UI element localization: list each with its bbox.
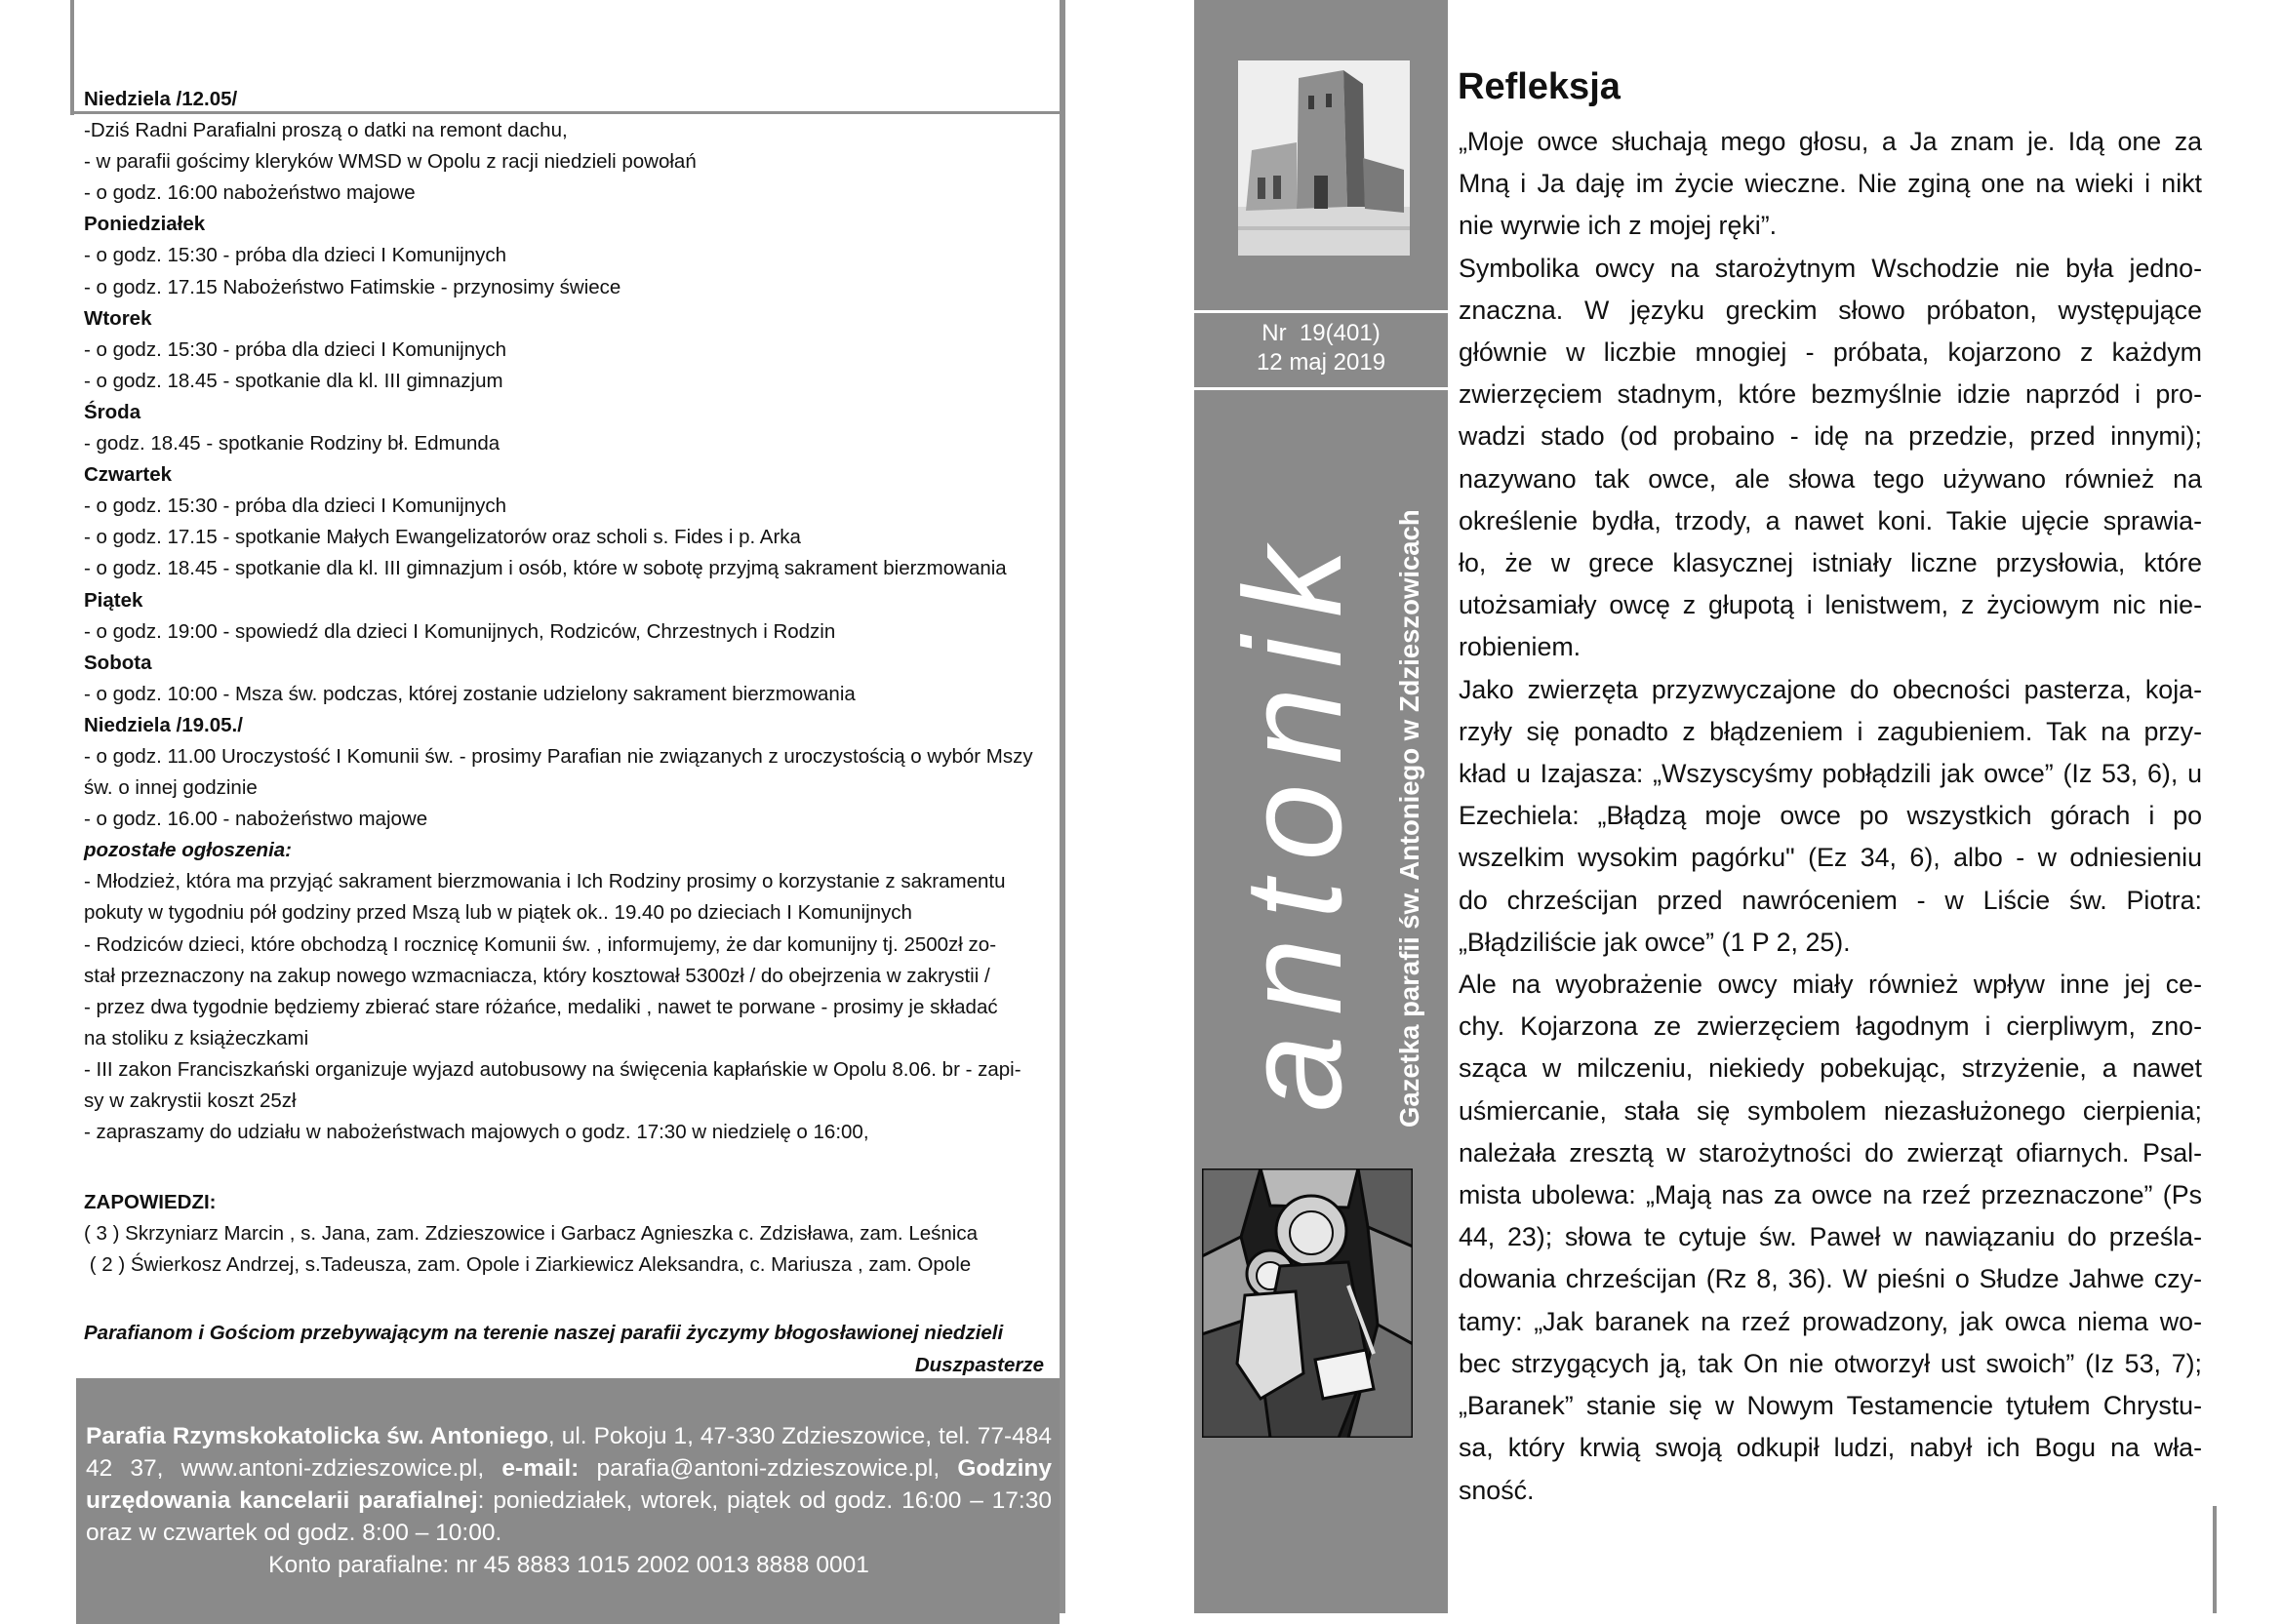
day-heading: Niedziela /12.05/ (84, 88, 238, 110)
parish-contact-box (76, 1378, 1060, 1624)
reflection-line: do chrześcijan przed nawróceniem - w Liście św. Piotra: (1459, 885, 2202, 915)
announcement-line: - przez dwa tygodnie będziemy zbierać stare różańce, medaliki , nawet te porwane - prosimy je składać (84, 995, 998, 1018)
announcement-line: - o godz. 15:30 - próba dla dzieci I Komunijnych (84, 495, 507, 518)
reflection-line: ło, że w grece klasycznej istniały liczne przysłowia, które (1459, 548, 2202, 578)
office-hours: : poniedziałek, wtorek, piątek od godz. 16:00 – 17:30 oraz w czwartek od godz. 8:00 – 10:00. (86, 1487, 1052, 1546)
reflection-line: określenie bydła, trzody, a nawet koni. Takie ujęcie sprawia- (1459, 505, 2202, 535)
spacer (84, 1281, 1050, 1318)
reflection-line: wszelkim wysokim pagórku" (Ez 34, 6), albo - w odniesieniu (1459, 843, 2202, 873)
issue-info (1194, 310, 1448, 390)
issue-date: 12 maj 2019 (1256, 349, 1386, 376)
banns-item: ( 3 ) Skrzyniarz Marcin , s. Jana, zam. Zdzieszowice i Garbacz Agnieszka c. Zdzisława, zam. Leśnica (84, 1222, 978, 1246)
announcement-line: św. o innej godzinie (84, 776, 258, 800)
reflection-line: Mną i Ja daję im życie wieczne. Nie zginą one na wieki i nikt (1459, 169, 2202, 199)
left-margin-rule (70, 0, 74, 115)
reflection-line: „Błądziliście jak owce” (1 P 2, 25). (1459, 927, 1851, 957)
reflection-line: Jako zwierzęta przyzwyczajone do obecności pasterza, koja- (1459, 674, 2202, 704)
day-heading: Piątek (84, 588, 143, 612)
announcement-line: - zapraszamy do udziału w nabożeństwach majowych o godz. 17:30 w niedzielę o 16:00, (84, 1121, 869, 1144)
announcement-line: - godz. 18.45 - spotkanie Rodziny bł. Edmunda (84, 432, 500, 456)
day-heading: Środa (84, 400, 141, 423)
announcement-line: - o godz. 16.00 - nabożeństwo majowe (84, 808, 428, 831)
announcement-line: - III zakon Franciszkański organizuje wyjazd autobusowy na święcenia kapłańskie w Opolu 8.06. br - zapi- (84, 1057, 1021, 1081)
masthead-title (1194, 458, 1448, 1131)
day-heading: Poniedziałek (84, 213, 206, 236)
email-label: e-mail: (501, 1455, 580, 1482)
reflection-line: uśmiercanie, stała się symbolem niezasłużonego cierpienia; (1459, 1095, 2202, 1126)
page-fold-rule (1060, 0, 1065, 1613)
day-heading: Czwartek (84, 463, 173, 487)
parish-name: Parafia Rzymskokatolicka św. Antoniego (86, 1423, 548, 1449)
reflection-line: utożsamiały owcę z głupotą i lenistwem, z życiowym nic nie- (1459, 590, 2202, 620)
announcement-line: - o godz. 18.45 - spotkanie dla kl. III gimnazjum (84, 369, 503, 392)
reflection-line: Ezechiela: „Błądzą moje owce po wszystkich górach i po (1459, 801, 2202, 831)
announcement-line: na stoliku z książeczkami (84, 1026, 309, 1050)
reflection-line: zwierzęciem stadnym, które bezmyślnie idzie naprzód i pro- (1459, 379, 2202, 410)
announcement-line: - o godz. 17.15 - spotkanie Małych Ewangelizatorów oraz scholi s. Fides i p. Arka (84, 526, 801, 549)
reflection-title: Refleksja (1458, 66, 1621, 107)
announcement-line: - Młodzież, która ma przyjąć sakrament bierzmowania i Ich Rodziny prosimy o korzystanie z sakramentu (84, 870, 1006, 893)
announcement-line: - Rodziców dzieci, które obchodzą I rocznicę Komunii św. , informujemy, że dar komunijny tj. 2500zł zo- (84, 932, 997, 956)
reflection-line: rzyły się ponadto z błądzeniem i zagubieniem. Tak na przy- (1459, 716, 2202, 746)
zapowiedzi-heading: ZAPOWIEDZI: (84, 1191, 217, 1214)
parish-announcements (84, 84, 1050, 1381)
reflection-line: chy. Kojarzona ze zwierzęciem łagodnym i cierpliwym, zno- (1459, 1011, 2202, 1042)
announcement-line: - w parafii gościmy kleryków WMSD w Opolu z racji niedzieli powołań (84, 150, 697, 174)
greeting-text: Parafianom i Gościom przebywającym na terenie naszej parafii życzymy błogosławionej niedzieli (84, 1322, 1004, 1345)
announcement-line: - o godz. 15:30 - próba dla dzieci I Komunijnych (84, 244, 507, 267)
stained-glass-image (1202, 1168, 1413, 1438)
reflection-line: kład u Izajasza: „Wszyscyśmy pobłądzili jak owce” (Iz 53, 6), u (1459, 759, 2202, 789)
reflection-line: nie wyrwie ich z mojej ręki”. (1459, 211, 1778, 241)
reflection-line: mista ubolewa: „Mają nas za owce na rzeź przeznaczone” (Ps (1459, 1180, 2202, 1210)
reflection-line: sność. (1459, 1475, 1535, 1505)
announcement-line: - o godz. 11.00 Uroczystość I Komunii św. - prosimy Parafian nie związanych z uroczystością o wybór Mszy (84, 744, 1033, 768)
announcement-line: -Dziś Radni Parafialni proszą o datki na remont dachu, (84, 119, 568, 142)
bank-account: Konto parafialne: nr 45 8883 1015 2002 0013 8888 0001 (268, 1552, 869, 1578)
reflection-line: dowania chrześcijan (Rz 8, 36). W pieśni o Słudze Jahwe czy- (1459, 1264, 2202, 1294)
announcement-line: - o godz. 16:00 nabożeństwo majowe (84, 181, 416, 205)
spacer (84, 1148, 1050, 1187)
reflection-line: robieniem. (1459, 632, 1581, 662)
reflection-line: bec strzygących ją, tak On nie otworzył ust swoich” (Iz 53, 7); (1459, 1348, 2202, 1378)
banns-item: ( 2 ) Świerkosz Andrzej, s.Tadeusza, zam. Opole i Ziarkiewicz Aleksandra, c. Mariusza , zam. Opole (84, 1253, 972, 1277)
reflection-line: Symbolika owcy na starożytnym Wschodzie nie była jedno- (1459, 253, 2202, 283)
announcement-line: stał przeznaczony na zakup nowego wzmacniacza, który kosztował 5300zł / do obejrzenia w zakrystii / (84, 964, 990, 987)
reflection-line: Ale na wyobrażenie owcy miały również wpływ inne jej ce- (1459, 970, 2202, 1000)
announcement-list (84, 84, 1050, 1148)
announcement-line: - o godz. 18.45 - spotkanie dla kl. III gimnazjum i osób, które w sobotę przyjmą sakrament bierzmowania (84, 557, 1007, 580)
announcement-line: - o godz. 17.15 Nabożeństwo Fatimskie - przynosimy świece (84, 275, 621, 298)
church-photo (1238, 60, 1410, 256)
announcement-line: - o godz. 15:30 - próba dla dzieci I Komunijnych (84, 337, 507, 361)
announcement-line: sy w zakrystii koszt 25zł (84, 1089, 297, 1112)
other-notices-heading: pozostałe ogłoszenia: (84, 839, 292, 862)
parish-email: parafia@antoni-zdzieszowice.pl, (579, 1455, 958, 1482)
reflection-line: sa, który krwią swoją odkupił ludzi, nabył ich Bogu na wła- (1459, 1433, 2202, 1463)
reflection-line: znaczna. W języku greckim słowo próbaton, występujące (1459, 295, 2202, 325)
day-heading: Sobota (84, 651, 152, 674)
announcement-line: pokuty w tygodniu pół godziny przed Mszą lub w piątek ok.. 19.40 po dzieciach I Komunijnych (84, 901, 912, 925)
reflection-line: wadzi stado (od probaino - idę na przedzie, przed innymi); (1459, 421, 2202, 452)
right-margin-rule (2213, 1506, 2217, 1613)
reflection-line: głównie w liczbie mnogiej - próbata, kojarzono z każdym (1459, 337, 2202, 368)
newsletter-title: antonik (1216, 529, 1371, 1112)
day-heading: Niedziela /19.05./ (84, 713, 243, 736)
reflection-line: tamy: „Jak baranek na rzeź prowadzony, jak owca niema wo- (1459, 1306, 2202, 1336)
parish-address: , ul. Pokoju 1, 47-330 Zdzieszowice, tel. 77-484 42 37, www.antoni-zdzieszowice.pl, (86, 1423, 1052, 1482)
reflection-line: „Moje owce słuchają mego głosu, a Ja znam je. Idą one za (1459, 127, 2202, 156)
issue-number: Nr 19(401) (1261, 320, 1381, 346)
reflection-text (1459, 121, 2202, 1512)
reflection-line: 44, 23); słowa te cytuje św. Paweł w nawiązaniu do prześla- (1459, 1222, 2202, 1252)
reflection-line: „Baranek” stanie się w Nowym Testamencie tytułem Chrystu- (1459, 1391, 2202, 1421)
reflection-line: sząca w milczeniu, niekiedy pobekując, strzyżenie, a nawet (1459, 1053, 2202, 1084)
office-hours-label: Godziny urzędowania kancelarii parafialnej (86, 1455, 1052, 1514)
signature: Duszpasterze (914, 1353, 1044, 1376)
announcement-line: - o godz. 10:00 - Msza św. podczas, której zostanie udzielony sakrament bierzmowania (84, 682, 856, 705)
announcement-line: - o godz. 19:00 - spowiedź dla dzieci I Komunijnych, Rodziców, Chrzestnych i Rodzin (84, 619, 836, 643)
reflection-line: nazywano tak owce, ale słowa tego używano również na (1459, 463, 2202, 494)
day-heading: Wtorek (84, 306, 152, 330)
reflection-line: należała zresztą w starożytności do zwierząt ofiarnych. Psal- (1459, 1137, 2202, 1168)
newsletter-subtitle: Gazetka parafii św. Antoniego w Zdzieszowicach (1394, 509, 1424, 1128)
